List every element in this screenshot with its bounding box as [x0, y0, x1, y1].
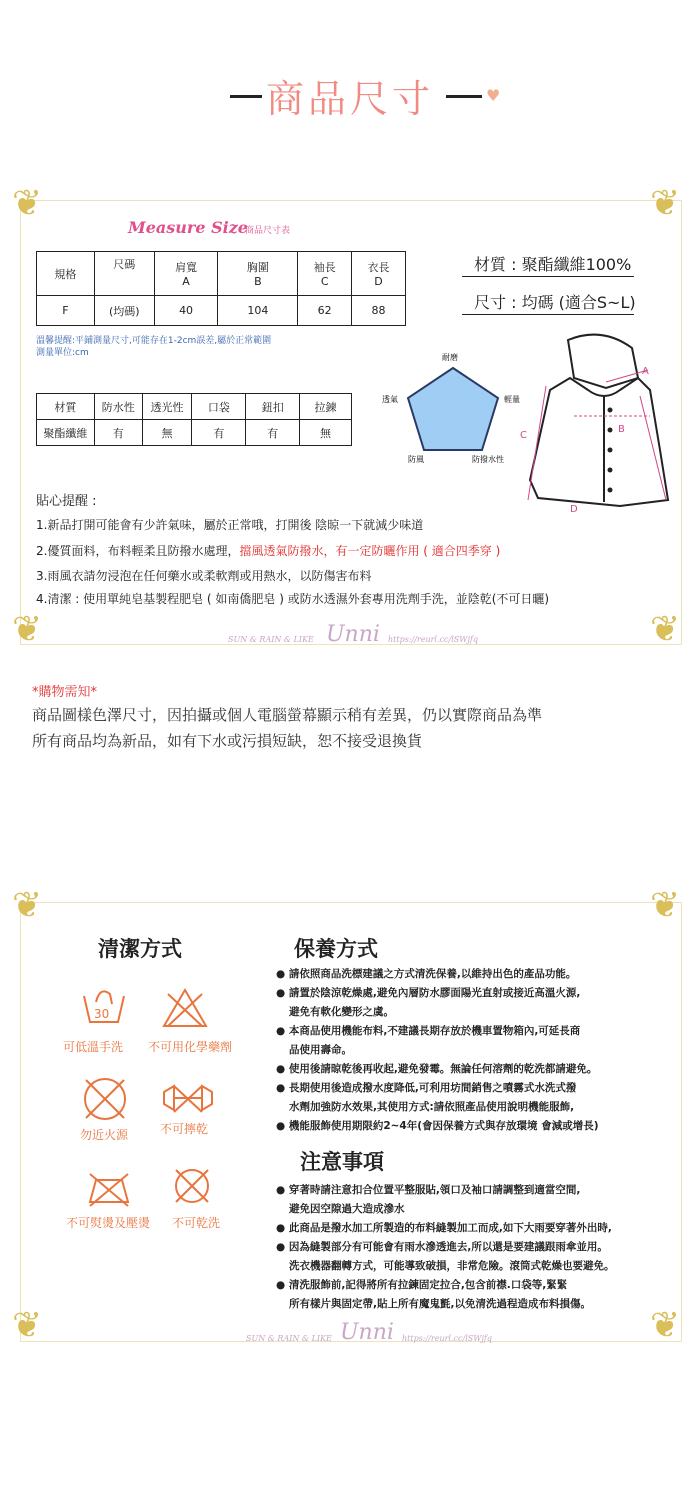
no-iron-icon	[84, 1168, 134, 1208]
label-a: A	[642, 366, 649, 377]
coat-hood	[568, 335, 638, 388]
size-table-cell: F	[37, 296, 95, 326]
care-item-cont: 水劑加強防水效果,其使用方式:請依照產品使用說明機能服飾,	[289, 1101, 575, 1113]
brand-signature: Unni	[340, 1320, 394, 1345]
notice-line-1: 商品圖樣色澤尺寸，因拍攝或個人電腦螢幕顯示稍有差異，仍以實際商品為準	[32, 706, 543, 724]
care-item-cont: 品使用壽命。	[289, 1044, 352, 1056]
tip-3: 3.雨風衣請勿浸泡在任何藥水或柔軟劑或用熱水，以防傷害布料	[36, 569, 372, 583]
size-fit-text: 尺寸 : 均碼 (適合S~L)	[474, 293, 636, 312]
feature-header: 鈕扣	[246, 394, 300, 420]
size-table-cell: (均碼)	[94, 296, 154, 326]
care-item: ● 請置於陰涼乾燥處,避免內層防水膠面陽光直射或接近高溫火源,	[276, 987, 581, 999]
feature-cell: 無	[142, 420, 192, 446]
notice-line-2: 所有商品均為新品，如有下水或污損短缺，恕不接受退換貨	[32, 732, 423, 750]
heart-icon: ♥	[486, 86, 501, 105]
care-title: 保養方式	[286, 933, 386, 963]
signature-slogan: SUN & RAIN & LIKE	[246, 1334, 332, 1343]
caution-item: ● 清洗服飾前,記得將所有拉鍊固定拉合,包含前襟.口袋等,緊緊	[276, 1279, 568, 1291]
feature-header: 口袋	[192, 394, 246, 420]
feature-header: 拉鍊	[300, 394, 352, 420]
no-bleach-icon	[160, 986, 210, 1030]
divider	[462, 276, 634, 277]
feature-header: 防水性	[94, 394, 142, 420]
care-item: ● 使用後請晾乾後再收起,避免發霉。無論任何溶劑的乾洗都請避免。	[276, 1063, 598, 1075]
radar-shape	[408, 368, 498, 450]
tip-2	[36, 542, 500, 559]
divider	[462, 314, 634, 315]
measure-line-c	[528, 386, 546, 500]
ornament-corner-icon: ❦	[650, 885, 681, 926]
brand-signature: Unni	[326, 622, 380, 647]
ornament-corner-icon: ❦	[650, 609, 681, 650]
no-fire-icon	[82, 1076, 128, 1122]
feature-cell: 有	[246, 420, 300, 446]
tip-2-highlight: 擋風透氣防撥水，有一定防曬作用 ( 適合四季穿 )	[239, 544, 501, 558]
caution-item: ● 穿著時請注意扣合位置平整服貼,領口及袖口請調整到適當空間,	[276, 1184, 581, 1196]
size-table-header: 規格	[37, 252, 95, 296]
label-low-temp-hand-wash: 可低溫手洗	[63, 1040, 124, 1054]
caution-item: ● 此商品是撥水加工所製造的布料縫製加工而成,如下大雨要穿著外出時,	[276, 1222, 612, 1234]
ornament-corner-icon: ❦	[650, 183, 681, 224]
tip-1: 1.新品打開可能會有少許氣味，屬於正常哦，打開後 陰晾一下就減少味道	[36, 518, 424, 532]
radar-label-right: 輕量	[504, 395, 520, 404]
hand-wash-30-icon	[80, 982, 128, 1030]
measure-subtitle: 商品尺寸表	[245, 226, 291, 236]
radar-label-bottom-left: 防風	[408, 455, 424, 464]
ornament-corner-icon: ❦	[650, 1305, 681, 1346]
care-item: ● 機能服飾使用期限約2~4年(會因保養方式與存放環境 會減或增長)	[276, 1120, 599, 1132]
feature-header: 材質	[37, 394, 95, 420]
size-table-header: 胸圍 B	[218, 252, 298, 296]
feature-cell: 無	[300, 420, 352, 446]
feature-header: 透光性	[142, 394, 192, 420]
cleaning-title: 清潔方式	[90, 933, 190, 963]
label-d: D	[570, 504, 578, 515]
size-table-cell: 104	[218, 296, 298, 326]
header-rule-right	[446, 95, 482, 98]
measure-note: 溫馨提醒:平鋪測量尺寸,可能存在1-2cm誤差,屬於正常範圍	[36, 336, 272, 346]
size-table-cell: 40	[154, 296, 218, 326]
signature-slogan: SUN & RAIN & LIKE	[228, 635, 314, 644]
caution-item: ● 因為縫製部分有可能會有雨水滲透進去,所以還是要建議跟雨傘並用。	[276, 1241, 608, 1253]
measure-title: Measure Size	[128, 218, 248, 237]
ornament-corner-icon: ❦	[12, 609, 43, 650]
size-table-header: 衣長 D	[352, 252, 406, 296]
size-table-header: 袖長 C	[298, 252, 352, 296]
label-no-dry-clean: 不可乾洗	[172, 1216, 221, 1230]
caution-item-cont: 避免因空隙過大造成滲水	[289, 1203, 405, 1215]
tip-2-text: 2.優質面料，布料輕柔且防撥水處理，	[36, 544, 240, 558]
ornament-corner-icon: ❦	[12, 1305, 43, 1346]
no-dry-clean-icon	[172, 1166, 212, 1206]
care-item-cont: 避免有軟化變形之虞。	[289, 1006, 394, 1018]
radar-label-left: 透氣	[382, 395, 398, 404]
svg-text:30: 30	[94, 1007, 110, 1021]
ornament-corner-icon: ❦	[12, 183, 43, 224]
signature-url: https://reurl.cc/lSWjfq	[402, 1334, 493, 1343]
size-table-cell: 62	[298, 296, 352, 326]
tip-4: 4.清潔 : 使用單純皂基製程肥皂 ( 如南僑肥皂 ) 或防水透濕外套專用洗劑手洗，並陰乾(不可日曬)	[36, 592, 550, 606]
feature-cell: 有	[94, 420, 142, 446]
size-table	[36, 251, 406, 326]
care-item: ● 本商品使用機能布料,不建議長期存放於機車置物箱內,可延長商	[276, 1025, 581, 1037]
size-table-header: 尺碼	[94, 252, 154, 296]
ornament-corner-icon: ❦	[12, 885, 43, 926]
signature-url: https://reurl.cc/lSWjfq	[388, 635, 479, 644]
radar-label-bottom-right: 防撥水性	[472, 455, 504, 464]
label-no-wring: 不可擰乾	[160, 1122, 209, 1136]
material-text: 材質 : 聚酯纖維100%	[474, 255, 632, 274]
care-item: ● 長期使用後造成撥水度降低,可利用坊間銷售之噴霧式水洗式撥	[276, 1082, 577, 1094]
label-c: C	[520, 430, 527, 441]
label-no-iron: 不可熨燙及壓燙	[66, 1216, 151, 1230]
radar-label-top: 耐磨	[442, 353, 458, 362]
measure-unit: 測量單位:cm	[36, 348, 89, 358]
caution-title: 注意事項	[292, 1146, 392, 1176]
size-table-header: 肩寬 A	[154, 252, 218, 296]
feature-cell: 聚酯纖維	[37, 420, 95, 446]
no-wring-icon	[160, 1082, 216, 1116]
tips-title: 貼心提醒 :	[36, 494, 97, 509]
feature-table	[36, 393, 352, 446]
page-title: 商品尺寸	[265, 77, 434, 121]
feature-cell: 有	[192, 420, 246, 446]
notice-title: *購物需知*	[32, 685, 98, 700]
caution-item-cont: 所有樣片與固定帶,貼上所有魔鬼氈,以免清洗過程造成布料損傷。	[289, 1298, 591, 1310]
coat-body	[530, 378, 668, 506]
caution-item-cont: 洗衣機器翻轉方式，可能導致破損，非常危險。滾筒式乾燥也要避免。	[289, 1260, 615, 1272]
size-table-cell: 88	[352, 296, 406, 326]
coat-diagram	[510, 330, 680, 520]
label-no-fire: 勿近火源	[80, 1128, 129, 1142]
label-no-chemicals: 不可用化學藥劑	[148, 1040, 233, 1054]
label-b: B	[618, 424, 625, 435]
care-item: ● 請依照商品洗標建議之方式清洗保養,以維持出色的產品功能。	[276, 968, 577, 980]
